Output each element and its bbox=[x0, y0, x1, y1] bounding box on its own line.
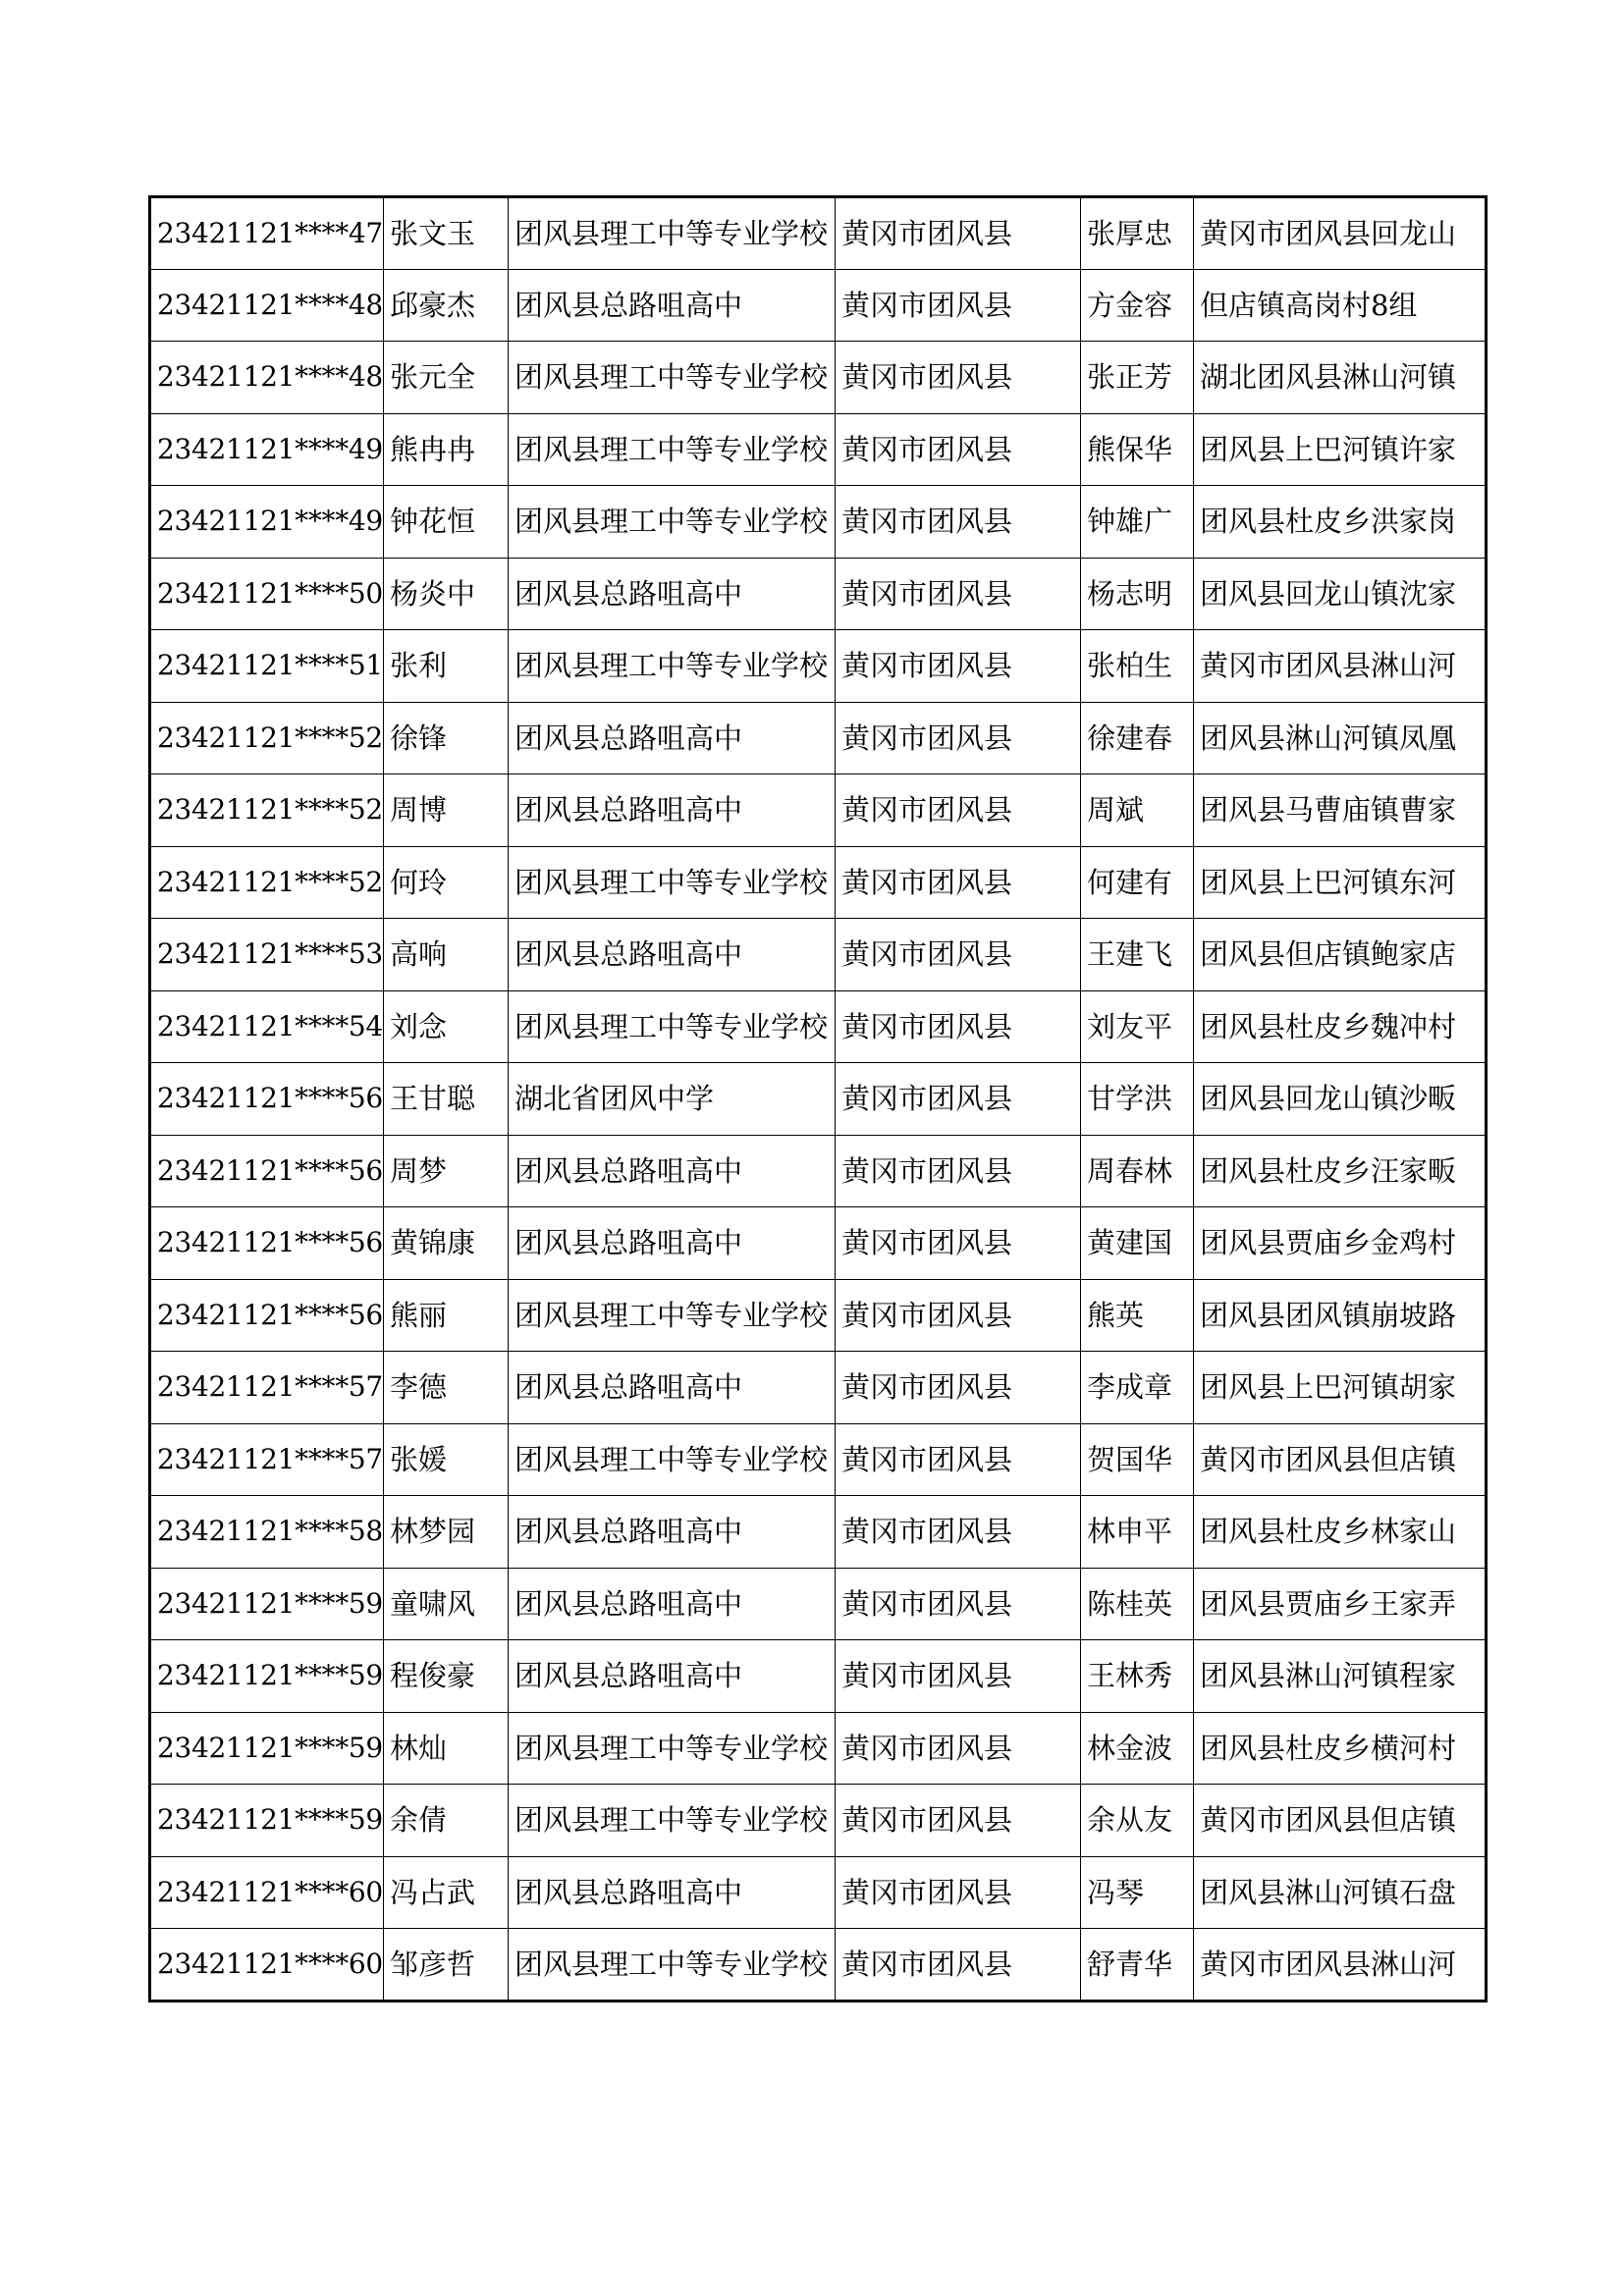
region-cell: 黄冈市团风县 bbox=[835, 774, 1080, 847]
guardian-name-cell: 何建有 bbox=[1080, 846, 1193, 919]
table-row bbox=[150, 1279, 1487, 1352]
region-cell: 黄冈市团风县 bbox=[835, 1785, 1080, 1857]
student-table-body bbox=[150, 197, 1487, 2002]
student-id-cell: 23421121****56 bbox=[150, 1207, 384, 1280]
guardian-name-cell: 冯琴 bbox=[1080, 1856, 1193, 1929]
student-id-cell: 23421121****57 bbox=[150, 1352, 384, 1424]
guardian-name-cell: 陈桂英 bbox=[1080, 1568, 1193, 1640]
table-row bbox=[150, 1207, 1487, 1280]
address-cell: 团风县杜皮乡魏冲村 bbox=[1193, 990, 1486, 1063]
address-cell: 团风县团风镇崩坡路 bbox=[1193, 1279, 1486, 1352]
region-cell: 黄冈市团风县 bbox=[835, 558, 1080, 630]
school-cell: 团风县总路咀高中 bbox=[508, 269, 835, 342]
guardian-name-cell: 徐建春 bbox=[1080, 702, 1193, 774]
region-cell: 黄冈市团风县 bbox=[835, 1207, 1080, 1280]
school-cell: 团风县理工中等专业学校 bbox=[508, 990, 835, 1063]
school-cell: 团风县理工中等专业学校 bbox=[508, 1279, 835, 1352]
table-row bbox=[150, 1423, 1487, 1496]
guardian-name-cell: 李成章 bbox=[1080, 1352, 1193, 1424]
table-row bbox=[150, 1856, 1487, 1929]
student-id-cell: 23421121****47 bbox=[150, 197, 384, 270]
student-id-cell: 23421121****57 bbox=[150, 1423, 384, 1496]
table-row bbox=[150, 990, 1487, 1063]
guardian-name-cell: 熊英 bbox=[1080, 1279, 1193, 1352]
region-cell: 黄冈市团风县 bbox=[835, 197, 1080, 270]
region-cell: 黄冈市团风县 bbox=[835, 1352, 1080, 1424]
region-cell: 黄冈市团风县 bbox=[835, 1568, 1080, 1640]
region-cell: 黄冈市团风县 bbox=[835, 1423, 1080, 1496]
table-row bbox=[150, 342, 1487, 414]
student-id-cell: 23421121****60 bbox=[150, 1856, 384, 1929]
student-id-cell: 23421121****51 bbox=[150, 630, 384, 703]
table-row bbox=[150, 774, 1487, 847]
table-row bbox=[150, 846, 1487, 919]
region-cell: 黄冈市团风县 bbox=[835, 1135, 1080, 1207]
student-table bbox=[148, 195, 1488, 2002]
region-cell: 黄冈市团风县 bbox=[835, 1640, 1080, 1713]
region-cell: 黄冈市团风县 bbox=[835, 342, 1080, 414]
student-id-cell: 23421121****52 bbox=[150, 846, 384, 919]
student-id-cell: 23421121****58 bbox=[150, 1496, 384, 1569]
address-cell: 团风县杜皮乡林家山 bbox=[1193, 1496, 1486, 1569]
student-name-cell: 周梦 bbox=[383, 1135, 508, 1207]
address-cell: 团风县上巴河镇许家 bbox=[1193, 413, 1486, 486]
school-cell: 团风县总路咀高中 bbox=[508, 702, 835, 774]
table-row bbox=[150, 486, 1487, 559]
student-name-cell: 张文玉 bbox=[383, 197, 508, 270]
guardian-name-cell: 周春林 bbox=[1080, 1135, 1193, 1207]
region-cell: 黄冈市团风县 bbox=[835, 413, 1080, 486]
school-cell: 团风县总路咀高中 bbox=[508, 1207, 835, 1280]
table-row bbox=[150, 197, 1487, 270]
student-id-cell: 23421121****54 bbox=[150, 990, 384, 1063]
student-name-cell: 熊丽 bbox=[383, 1279, 508, 1352]
guardian-name-cell: 熊保华 bbox=[1080, 413, 1193, 486]
guardian-name-cell: 周斌 bbox=[1080, 774, 1193, 847]
region-cell: 黄冈市团风县 bbox=[835, 1929, 1080, 2002]
table-row bbox=[150, 919, 1487, 991]
school-cell: 团风县总路咀高中 bbox=[508, 1856, 835, 1929]
student-name-cell: 童啸风 bbox=[383, 1568, 508, 1640]
school-cell: 团风县理工中等专业学校 bbox=[508, 413, 835, 486]
school-cell: 团风县理工中等专业学校 bbox=[508, 846, 835, 919]
guardian-name-cell: 张正芳 bbox=[1080, 342, 1193, 414]
region-cell: 黄冈市团风县 bbox=[835, 1712, 1080, 1785]
school-cell: 团风县总路咀高中 bbox=[508, 774, 835, 847]
school-cell: 团风县总路咀高中 bbox=[508, 558, 835, 630]
student-name-cell: 黄锦康 bbox=[383, 1207, 508, 1280]
table-row bbox=[150, 1568, 1487, 1640]
student-name-cell: 杨炎中 bbox=[383, 558, 508, 630]
address-cell: 团风县淋山河镇程家 bbox=[1193, 1640, 1486, 1713]
guardian-name-cell: 林金波 bbox=[1080, 1712, 1193, 1785]
table-row bbox=[150, 702, 1487, 774]
school-cell: 团风县总路咀高中 bbox=[508, 1135, 835, 1207]
guardian-name-cell: 方金容 bbox=[1080, 269, 1193, 342]
guardian-name-cell: 舒青华 bbox=[1080, 1929, 1193, 2002]
address-cell: 但店镇高岗村8组 bbox=[1193, 269, 1486, 342]
table-row bbox=[150, 269, 1487, 342]
region-cell: 黄冈市团风县 bbox=[835, 990, 1080, 1063]
student-id-cell: 23421121****56 bbox=[150, 1279, 384, 1352]
region-cell: 黄冈市团风县 bbox=[835, 1496, 1080, 1569]
address-cell: 团风县淋山河镇石盘 bbox=[1193, 1856, 1486, 1929]
student-name-cell: 程俊豪 bbox=[383, 1640, 508, 1713]
school-cell: 团风县总路咀高中 bbox=[508, 1352, 835, 1424]
guardian-name-cell: 杨志明 bbox=[1080, 558, 1193, 630]
region-cell: 黄冈市团风县 bbox=[835, 919, 1080, 991]
student-id-cell: 23421121****60 bbox=[150, 1929, 384, 2002]
student-name-cell: 高响 bbox=[383, 919, 508, 991]
guardian-name-cell: 林申平 bbox=[1080, 1496, 1193, 1569]
student-name-cell: 周博 bbox=[383, 774, 508, 847]
student-id-cell: 23421121****59 bbox=[150, 1785, 384, 1857]
student-id-cell: 23421121****49 bbox=[150, 413, 384, 486]
table-row bbox=[150, 1712, 1487, 1785]
guardian-name-cell: 张厚忠 bbox=[1080, 197, 1193, 270]
guardian-name-cell: 贺国华 bbox=[1080, 1423, 1193, 1496]
school-cell: 团风县理工中等专业学校 bbox=[508, 486, 835, 559]
table-row bbox=[150, 1640, 1487, 1713]
region-cell: 黄冈市团风县 bbox=[835, 846, 1080, 919]
guardian-name-cell: 张柏生 bbox=[1080, 630, 1193, 703]
address-cell: 黄冈市团风县但店镇 bbox=[1193, 1423, 1486, 1496]
school-cell: 团风县总路咀高中 bbox=[508, 919, 835, 991]
table-row bbox=[150, 413, 1487, 486]
table-row bbox=[150, 1352, 1487, 1424]
student-id-cell: 23421121****52 bbox=[150, 774, 384, 847]
student-name-cell: 林梦园 bbox=[383, 1496, 508, 1569]
student-name-cell: 冯占武 bbox=[383, 1856, 508, 1929]
address-cell: 黄冈市团风县回龙山 bbox=[1193, 197, 1486, 270]
student-name-cell: 李德 bbox=[383, 1352, 508, 1424]
student-id-cell: 23421121****56 bbox=[150, 1063, 384, 1136]
school-cell: 团风县理工中等专业学校 bbox=[508, 1929, 835, 2002]
address-cell: 团风县杜皮乡洪家岗 bbox=[1193, 486, 1486, 559]
address-cell: 团风县但店镇鲍家店 bbox=[1193, 919, 1486, 991]
guardian-name-cell: 王建飞 bbox=[1080, 919, 1193, 991]
address-cell: 团风县贾庙乡王家弄 bbox=[1193, 1568, 1486, 1640]
school-cell: 团风县理工中等专业学校 bbox=[508, 1423, 835, 1496]
address-cell: 黄冈市团风县淋山河 bbox=[1193, 630, 1486, 703]
student-id-cell: 23421121****52 bbox=[150, 702, 384, 774]
address-cell: 团风县回龙山镇沙畈 bbox=[1193, 1063, 1486, 1136]
table-row bbox=[150, 1785, 1487, 1857]
region-cell: 黄冈市团风县 bbox=[835, 269, 1080, 342]
student-name-cell: 张元全 bbox=[383, 342, 508, 414]
school-cell: 团风县总路咀高中 bbox=[508, 1640, 835, 1713]
school-cell: 团风县理工中等专业学校 bbox=[508, 342, 835, 414]
student-id-cell: 23421121****56 bbox=[150, 1135, 384, 1207]
region-cell: 黄冈市团风县 bbox=[835, 630, 1080, 703]
guardian-name-cell: 刘友平 bbox=[1080, 990, 1193, 1063]
student-name-cell: 熊冉冉 bbox=[383, 413, 508, 486]
school-cell: 湖北省团风中学 bbox=[508, 1063, 835, 1136]
table-row bbox=[150, 1929, 1487, 2002]
address-cell: 团风县上巴河镇胡家 bbox=[1193, 1352, 1486, 1424]
student-id-cell: 23421121****49 bbox=[150, 486, 384, 559]
student-name-cell: 余倩 bbox=[383, 1785, 508, 1857]
address-cell: 团风县淋山河镇凤凰 bbox=[1193, 702, 1486, 774]
student-name-cell: 邹彦哲 bbox=[383, 1929, 508, 2002]
student-id-cell: 23421121****59 bbox=[150, 1712, 384, 1785]
region-cell: 黄冈市团风县 bbox=[835, 1063, 1080, 1136]
student-name-cell: 徐锋 bbox=[383, 702, 508, 774]
student-id-cell: 23421121****59 bbox=[150, 1568, 384, 1640]
student-name-cell: 邱豪杰 bbox=[383, 269, 508, 342]
student-id-cell: 23421121****59 bbox=[150, 1640, 384, 1713]
student-id-cell: 23421121****50 bbox=[150, 558, 384, 630]
region-cell: 黄冈市团风县 bbox=[835, 486, 1080, 559]
address-cell: 团风县回龙山镇沈家 bbox=[1193, 558, 1486, 630]
table-row bbox=[150, 630, 1487, 703]
table-row bbox=[150, 558, 1487, 630]
school-cell: 团风县理工中等专业学校 bbox=[508, 1785, 835, 1857]
school-cell: 团风县理工中等专业学校 bbox=[508, 1712, 835, 1785]
student-name-cell: 钟花恒 bbox=[383, 486, 508, 559]
table-row bbox=[150, 1063, 1487, 1136]
student-name-cell: 何玲 bbox=[383, 846, 508, 919]
student-id-cell: 23421121****48 bbox=[150, 269, 384, 342]
address-cell: 团风县杜皮乡汪家畈 bbox=[1193, 1135, 1486, 1207]
school-cell: 团风县理工中等专业学校 bbox=[508, 197, 835, 270]
guardian-name-cell: 黄建国 bbox=[1080, 1207, 1193, 1280]
address-cell: 团风县马曹庙镇曹家 bbox=[1193, 774, 1486, 847]
student-name-cell: 王甘聪 bbox=[383, 1063, 508, 1136]
student-id-cell: 23421121****53 bbox=[150, 919, 384, 991]
table-row bbox=[150, 1135, 1487, 1207]
address-cell: 湖北团风县淋山河镇 bbox=[1193, 342, 1486, 414]
student-name-cell: 林灿 bbox=[383, 1712, 508, 1785]
student-name-cell: 刘念 bbox=[383, 990, 508, 1063]
student-name-cell: 张利 bbox=[383, 630, 508, 703]
table-row bbox=[150, 1496, 1487, 1569]
address-cell: 团风县贾庙乡金鸡村 bbox=[1193, 1207, 1486, 1280]
region-cell: 黄冈市团风县 bbox=[835, 1279, 1080, 1352]
region-cell: 黄冈市团风县 bbox=[835, 702, 1080, 774]
guardian-name-cell: 甘学洪 bbox=[1080, 1063, 1193, 1136]
school-cell: 团风县总路咀高中 bbox=[508, 1496, 835, 1569]
region-cell: 黄冈市团风县 bbox=[835, 1856, 1080, 1929]
student-id-cell: 23421121****48 bbox=[150, 342, 384, 414]
guardian-name-cell: 王林秀 bbox=[1080, 1640, 1193, 1713]
address-cell: 黄冈市团风县淋山河 bbox=[1193, 1929, 1486, 2002]
guardian-name-cell: 钟雄广 bbox=[1080, 486, 1193, 559]
address-cell: 团风县杜皮乡横河村 bbox=[1193, 1712, 1486, 1785]
school-cell: 团风县总路咀高中 bbox=[508, 1568, 835, 1640]
student-name-cell: 张媛 bbox=[383, 1423, 508, 1496]
guardian-name-cell: 余从友 bbox=[1080, 1785, 1193, 1857]
address-cell: 团风县上巴河镇东河 bbox=[1193, 846, 1486, 919]
school-cell: 团风县理工中等专业学校 bbox=[508, 630, 835, 703]
address-cell: 黄冈市团风县但店镇 bbox=[1193, 1785, 1486, 1857]
